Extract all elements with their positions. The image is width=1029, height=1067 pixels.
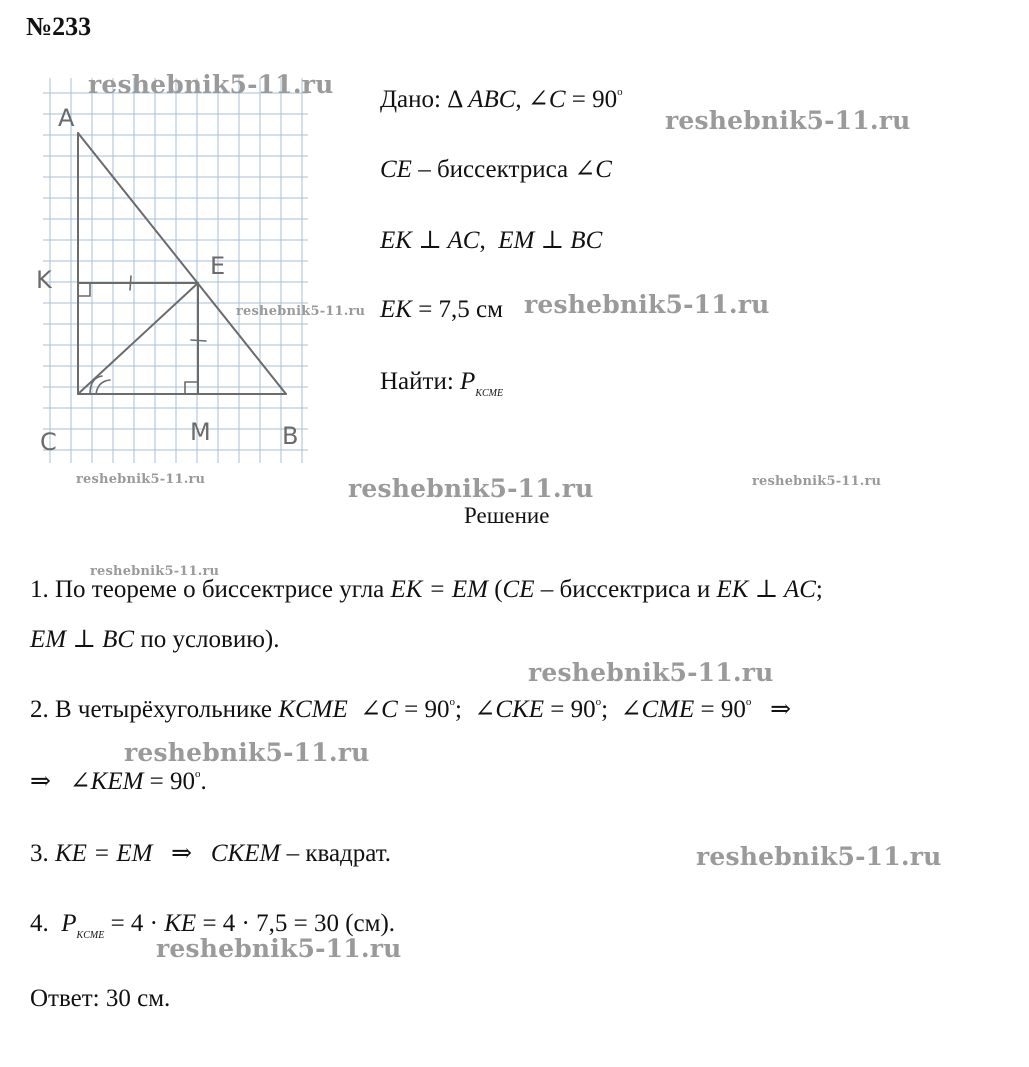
right-angle-mark-k <box>78 283 90 296</box>
grid-paper <box>43 78 308 463</box>
watermark: reshebnik5-11.ru <box>156 934 402 963</box>
step-1-line-1: 1. По теореме о биссектрисе угла EK = EM (CE – биссектриса и EK ⊥ AC; <box>30 576 823 603</box>
step-4: 4. $P_{KCME} = 4$ · KE = 4 · 7,5 = 30 (см). <box>30 910 396 941</box>
watermark: reshebnik5-11.ru <box>752 474 882 489</box>
watermark: reshebnik5-11.ru <box>76 472 206 487</box>
label-m: M <box>190 418 211 446</box>
watermark: reshebnik5-11.ru <box>665 106 911 135</box>
answer-line: Ответ: 30 см. <box>30 985 171 1012</box>
watermark: reshebnik5-11.ru <box>348 474 594 503</box>
watermark: reshebnik5-11.ru <box>528 658 774 687</box>
segment-ab <box>78 133 286 394</box>
geometry-figure <box>28 78 328 468</box>
find-line: Найти: $P_{KCME}$ <box>380 368 504 399</box>
angle-arcs-c <box>90 376 110 394</box>
label-c: C <box>40 428 57 456</box>
solution-heading: Решение <box>464 503 550 528</box>
given-line-4: EK = 7,5 см <box>380 296 503 323</box>
step-2-line-1: 2. В четырёхугольнике KCME ∠C = $90^о$; ∠CKE = $90^о$; ∠CME = $90^о$ ⇒ <box>30 696 792 723</box>
tick-mark-ke <box>130 276 131 290</box>
watermark: reshebnik5-11.ru <box>90 564 220 579</box>
label-b: B <box>282 422 299 450</box>
tick-mark-em <box>191 340 206 341</box>
given-line-2: CE – биссектриса ∠C <box>380 156 612 183</box>
watermark: reshebnik5-11.ru <box>236 304 366 319</box>
step-2-line-2: ⇒ ∠KEM = $90^о$. <box>30 768 207 795</box>
problem-number: №233 <box>26 12 92 41</box>
watermark: reshebnik5-11.ru <box>124 738 370 767</box>
watermark: reshebnik5-11.ru <box>696 842 942 871</box>
label-a: A <box>58 104 75 132</box>
watermark: reshebnik5-11.ru <box>524 290 770 319</box>
right-angle-mark-m <box>185 382 198 394</box>
bisector-ce <box>78 283 198 394</box>
watermark: reshebnik5-11.ru <box>88 70 334 99</box>
label-k: K <box>36 266 52 294</box>
label-e: E <box>210 252 226 280</box>
given-line-3: EK ⊥ AC, EM ⊥ BC <box>380 227 603 254</box>
step-3: 3. KE = EM ⇒ CKEM – квадрат. <box>30 840 392 867</box>
given-line-1: Дано: Δ ABC, ∠C = $90^о$ <box>380 86 623 113</box>
step-1-line-2: EM ⊥ BC по условию). <box>30 626 280 653</box>
